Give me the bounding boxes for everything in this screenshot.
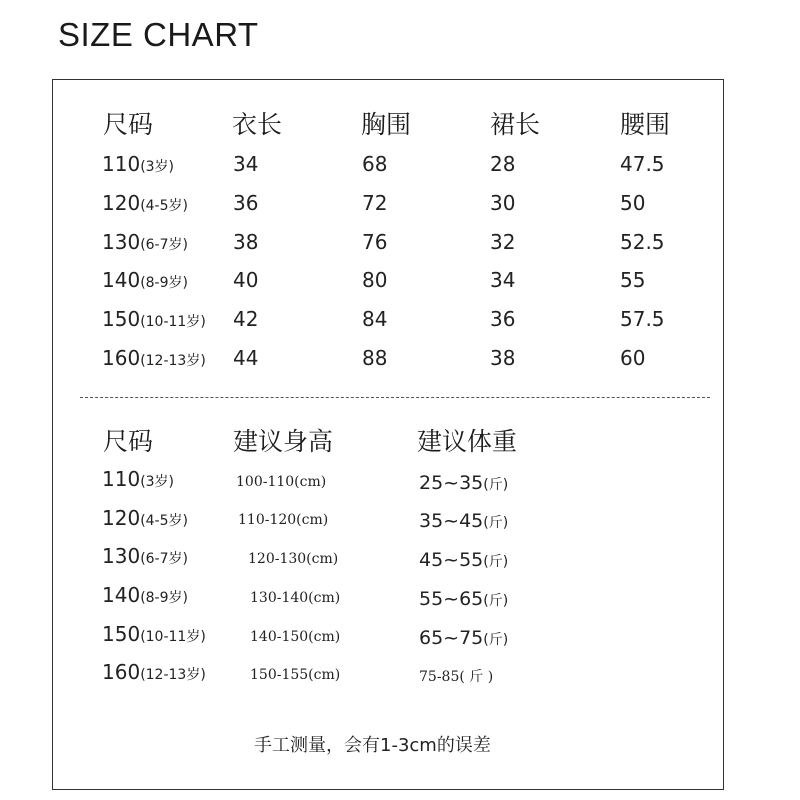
header-size: 尺码 [103,110,154,139]
header-suggested-weight: 建议体重 [417,427,518,456]
table1-skirt-cell: 28 [490,152,516,176]
table2-size-cell: 160(12-13岁) [102,660,206,684]
table2-size-cell: 140(8-9岁) [102,583,188,607]
table2-weight-cell: 45~55(斤) [419,549,509,571]
table1-chest-cell: 80 [362,268,388,292]
table2-height-cell: 130-140(cm) [250,590,341,606]
table1-size-cell: 140(8-9岁) [102,268,188,292]
table1-skirt-cell: 36 [490,307,516,331]
table2-height-cell: 110-120(cm) [238,512,329,528]
dashed-divider [80,397,710,398]
table1-size-cell: 160(12-13岁) [102,346,206,370]
table2-size-cell: 150(10-11岁) [102,622,206,646]
table1-length-cell: 34 [233,152,259,176]
table1-length-cell: 44 [233,346,259,370]
table1-chest-cell: 68 [362,152,388,176]
header-size-2: 尺码 [103,427,154,456]
table1-waist-cell: 50 [620,191,646,215]
table1-chest-cell: 72 [362,191,388,215]
table1-length-cell: 38 [233,230,259,254]
table1-chest-cell: 88 [362,346,388,370]
table2-height-cell: 140-150(cm) [250,629,341,645]
page-title: SIZE CHART [58,16,259,53]
table1-skirt-cell: 32 [490,230,516,254]
table2-weight-cell: 75-85( 斤 ) [419,669,494,685]
table2-size-cell: 130(6-7岁) [102,544,188,568]
table2-height-cell: 100-110(cm) [236,474,327,490]
table2-weight-cell: 25~35(斤) [419,472,509,494]
table2-height-cell: 150-155(cm) [250,667,341,683]
table1-length-cell: 36 [233,191,259,215]
table1-waist-cell: 55 [620,268,646,292]
table1-skirt-cell: 34 [490,268,516,292]
table1-size-cell: 130(6-7岁) [102,230,188,254]
table1-waist-cell: 47.5 [620,152,665,176]
header-garment-length: 衣长 [232,110,283,139]
header-suggested-height: 建议身高 [233,427,334,456]
table2-weight-cell: 55~65(斤) [419,588,509,610]
table2-size-cell: 120(4-5岁) [102,506,188,530]
table1-size-cell: 120(4-5岁) [102,191,188,215]
table1-waist-cell: 57.5 [620,307,665,331]
header-chest: 胸围 [361,110,412,139]
table2-weight-cell: 65~75(斤) [419,627,509,649]
table1-skirt-cell: 30 [490,191,516,215]
table2-height-cell: 120-130(cm) [248,551,339,567]
table1-chest-cell: 76 [362,230,388,254]
header-skirt-length: 裙长 [490,110,541,139]
table1-waist-cell: 52.5 [620,230,665,254]
table2-weight-cell: 35~45(斤) [419,510,509,532]
table1-waist-cell: 60 [620,346,646,370]
table1-skirt-cell: 38 [490,346,516,370]
header-waist: 腰围 [620,110,671,139]
table1-chest-cell: 84 [362,307,388,331]
table1-size-cell: 110(3岁) [102,152,175,176]
table2-size-cell: 110(3岁) [102,467,175,491]
measurement-note: 手工测量，会有1-3cm的误差 [254,735,491,756]
table1-length-cell: 40 [233,268,259,292]
table1-size-cell: 150(10-11岁) [102,307,206,331]
table1-length-cell: 42 [233,307,259,331]
